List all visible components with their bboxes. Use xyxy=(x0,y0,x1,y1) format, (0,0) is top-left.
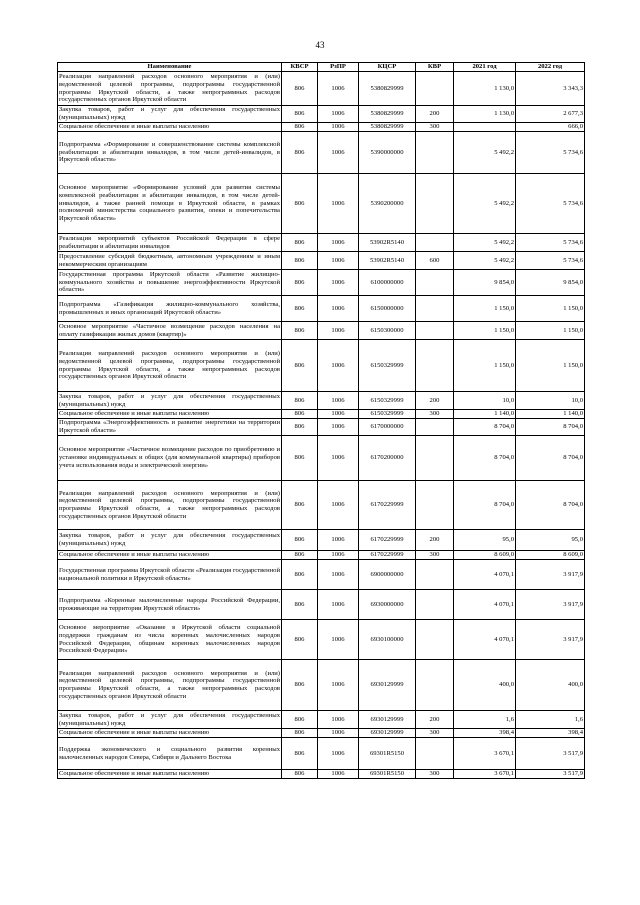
cell-2022: 10,0 xyxy=(516,392,585,410)
cell-name: Основное мероприятие «Формирование условий для развития системы комплексной реабилитации и абилитации инвалидов, в том числе детей-инвалидов, а также ранней помощи в Иркутской области, в рамках полномочий министерства социального развития, опеки и попечительства Иркутской области» xyxy=(58,174,282,234)
cell-2022: 95,0 xyxy=(516,530,585,551)
cell-kvr xyxy=(416,481,454,530)
cell-rzpr: 1006 xyxy=(318,711,359,729)
cell-2022: 3 517,9 xyxy=(516,770,585,779)
table-row xyxy=(58,123,585,132)
cell-2021: 10,0 xyxy=(454,392,516,410)
cell-2021: 1,6 xyxy=(454,711,516,729)
cell-rzpr: 1006 xyxy=(318,174,359,234)
cell-kvr xyxy=(416,590,454,620)
table-row xyxy=(58,711,585,729)
cell-name: Основное мероприятие «Частичное возмещение расходов населения на оплату газификации жилых домов (квартир)» xyxy=(59,322,280,338)
table-row xyxy=(58,174,585,234)
cell-rzpr: 1006 xyxy=(318,132,359,174)
cell-kvsr: 806 xyxy=(282,106,318,123)
cell-2022: 3 343,3 xyxy=(516,72,585,106)
cell-rzpr: 1006 xyxy=(318,419,359,436)
cell-2021: 5 492,2 xyxy=(454,174,516,234)
cell-kvr xyxy=(416,296,454,322)
cell-rzpr: 1006 xyxy=(318,392,359,410)
cell-kcsr: 6930129999 xyxy=(359,660,416,711)
cell-2021: 1 150,0 xyxy=(454,322,516,340)
cell-kcsr: 6150329999 xyxy=(359,392,416,410)
table-row xyxy=(58,322,585,340)
table-header-row xyxy=(58,63,585,72)
cell-rzpr: 1006 xyxy=(318,234,359,252)
cell-2022: 8 704,0 xyxy=(516,481,585,530)
cell-kcsr: 6170000000 xyxy=(359,419,416,436)
cell-name: Подпрограмма «Коренные малочисленные народы Российской Федерации, проживающие на территории Иркутской области» xyxy=(58,590,282,620)
cell-kvsr: 806 xyxy=(282,436,318,481)
cell-2022: 9 854,0 xyxy=(516,270,585,296)
cell-name: Закупка товаров, работ и услуг для обеспечения государственных (муниципальных) нужд xyxy=(58,530,282,551)
cell-rzpr: 1006 xyxy=(318,410,359,419)
table-row xyxy=(58,72,585,106)
cell-kvsr: 806 xyxy=(282,770,318,779)
cell-2021: 5 492,2 xyxy=(454,132,516,174)
header-kcsr: КЦСР xyxy=(359,63,416,72)
cell-kvsr: 806 xyxy=(282,322,318,340)
cell-2022: 666,0 xyxy=(516,123,585,132)
cell-kvsr: 806 xyxy=(282,72,318,106)
cell-2022: 5 734,6 xyxy=(516,132,585,174)
cell-rzpr: 1006 xyxy=(318,620,359,660)
cell-kvr: 300 xyxy=(416,729,454,738)
cell-kcsr: 5380829999 xyxy=(359,123,416,132)
cell-kvr: 300 xyxy=(416,123,454,132)
cell-kcsr: 6930129999 xyxy=(359,729,416,738)
cell-2021: 400,0 xyxy=(454,660,516,711)
cell-2021: 4 070,1 xyxy=(454,560,516,590)
cell-kvsr: 806 xyxy=(282,729,318,738)
cell-kvsr: 806 xyxy=(282,132,318,174)
cell-name: Подпрограмма «Формирование и совершенствование системы комплексной реабилитации и абилитации инвалидов, в том числе детей-инвалидов, в Иркутской области» xyxy=(58,132,282,174)
cell-2021: 9 854,0 xyxy=(454,270,516,296)
cell-rzpr: 1006 xyxy=(318,340,359,392)
cell-name: Закупка товаров, работ и услуг для обеспечения государственных (муниципальных) нужд xyxy=(59,711,280,727)
cell-name: Предоставление субсидий бюджетным, автономным учреждениям и иным некоммерческим организациям xyxy=(59,252,280,268)
cell-name: Государственная программа Иркутской области «Реализация государственной национальной политики в Иркутской области» xyxy=(58,560,282,590)
cell-2021: 8 704,0 xyxy=(454,436,516,481)
cell-2021: 8 704,0 xyxy=(454,481,516,530)
cell-name: Социальное обеспечение и иные выплаты населению xyxy=(58,770,282,779)
table-row xyxy=(58,770,585,779)
cell-2021: 8 704,0 xyxy=(454,419,516,436)
cell-2021: 3 670,1 xyxy=(454,738,516,770)
cell-kvr xyxy=(416,560,454,590)
table-row xyxy=(58,296,585,322)
cell-kvsr: 806 xyxy=(282,234,318,252)
table-row xyxy=(58,106,585,123)
cell-kvr: 200 xyxy=(416,530,454,551)
cell-name: Основное мероприятие «Частичное возмещение расходов по приобретению и установке индивидуальных и общих (для коммунальной квартиры) приборов учета использования воды и электрической энергии» xyxy=(58,436,282,481)
cell-kcsr: 5390000000 xyxy=(359,132,416,174)
table-row xyxy=(58,419,585,436)
cell-kvsr: 806 xyxy=(282,174,318,234)
cell-rzpr: 1006 xyxy=(318,729,359,738)
cell-2022: 8 704,0 xyxy=(516,419,585,436)
cell-2022: 1 150,0 xyxy=(516,296,585,322)
cell-name: Закупка товаров, работ и услуг для обеспечения государственных (муниципальных) нужд xyxy=(59,392,280,408)
table-body xyxy=(58,72,585,779)
header-rzpr: РзПР xyxy=(318,63,359,72)
cell-name: Социальное обеспечение и иные выплаты населению xyxy=(58,729,282,738)
cell-2021: 398,4 xyxy=(454,729,516,738)
cell-rzpr: 1006 xyxy=(318,252,359,270)
cell-2021 xyxy=(454,123,516,132)
cell-2021: 4 070,1 xyxy=(454,590,516,620)
table-row xyxy=(58,738,585,770)
cell-kvr xyxy=(416,738,454,770)
cell-2022: 8 704,0 xyxy=(516,436,585,481)
cell-kcsr: 6150329999 xyxy=(359,340,416,392)
cell-rzpr: 1006 xyxy=(318,738,359,770)
cell-2022: 2 677,3 xyxy=(516,106,585,123)
cell-rzpr: 1006 xyxy=(318,106,359,123)
cell-rzpr: 1006 xyxy=(318,481,359,530)
cell-kcsr: 6930000000 xyxy=(359,590,416,620)
cell-kcsr: 6170229999 xyxy=(359,551,416,560)
cell-2022: 1 150,0 xyxy=(516,322,585,340)
cell-kcsr: 6930129999 xyxy=(359,711,416,729)
cell-kvsr: 806 xyxy=(282,711,318,729)
cell-kvr xyxy=(416,270,454,296)
table-row xyxy=(58,234,585,252)
cell-kcsr: 5380829999 xyxy=(359,72,416,106)
cell-2021: 8 609,0 xyxy=(454,551,516,560)
cell-kcsr: 6170229999 xyxy=(359,481,416,530)
cell-kcsr: 6100000000 xyxy=(359,270,416,296)
cell-kvr: 200 xyxy=(416,106,454,123)
cell-name: Реализация направлений расходов основного мероприятия и (или) ведомственной целевой программы, подпрограммы государственной программы Иркутской области, а также непрограммных расходов государственных органов Иркутской области xyxy=(58,660,282,711)
cell-kvsr: 806 xyxy=(282,481,318,530)
cell-kcsr: 6170200000 xyxy=(359,436,416,481)
cell-kcsr: 6930100000 xyxy=(359,620,416,660)
page-number: 43 xyxy=(315,40,325,50)
cell-kvsr: 806 xyxy=(282,620,318,660)
cell-kvsr: 806 xyxy=(282,419,318,436)
table-row xyxy=(58,392,585,410)
cell-kcsr: 6170229999 xyxy=(359,530,416,551)
cell-kvsr: 806 xyxy=(282,340,318,392)
cell-rzpr: 1006 xyxy=(318,123,359,132)
table-row xyxy=(58,590,585,620)
cell-kvr: 200 xyxy=(416,392,454,410)
cell-kcsr: 53902R5140 xyxy=(359,252,416,270)
cell-2021: 4 070,1 xyxy=(454,620,516,660)
cell-name: Реализация мероприятий субъектов Российской Федерации в сфере реабилитации и абилитации инвалидов xyxy=(59,234,280,250)
cell-kcsr: 6150300000 xyxy=(359,322,416,340)
cell-kvr xyxy=(416,174,454,234)
cell-kvsr: 806 xyxy=(282,392,318,410)
cell-rzpr: 1006 xyxy=(318,590,359,620)
cell-kvr xyxy=(416,620,454,660)
cell-kvr xyxy=(416,72,454,106)
cell-kcsr: 6150000000 xyxy=(359,296,416,322)
table-row xyxy=(58,551,585,560)
table-row xyxy=(58,410,585,419)
cell-2021: 1 150,0 xyxy=(454,296,516,322)
cell-kvr xyxy=(416,419,454,436)
table-row xyxy=(58,620,585,660)
cell-kvsr: 806 xyxy=(282,590,318,620)
cell-kcsr: 5380829999 xyxy=(359,106,416,123)
cell-rzpr: 1006 xyxy=(318,322,359,340)
cell-kvsr: 806 xyxy=(282,252,318,270)
table-row xyxy=(58,660,585,711)
cell-2021: 1 130,0 xyxy=(454,106,516,123)
cell-kvr xyxy=(416,436,454,481)
table-row xyxy=(58,560,585,590)
cell-rzpr: 1006 xyxy=(318,72,359,106)
table-row xyxy=(58,132,585,174)
cell-rzpr: 1006 xyxy=(318,530,359,551)
cell-rzpr: 1006 xyxy=(318,560,359,590)
cell-name: Закупка товаров, работ и услуг для обеспечения государственных (муниципальных) нужд xyxy=(59,106,280,121)
cell-kvsr: 806 xyxy=(282,123,318,132)
cell-name: Реализация направлений расходов основного мероприятия и (или) ведомственной целевой программы, подпрограммы государственной программы Иркутской области, а также непрограммных расходов государственных органов Иркутской области xyxy=(58,340,282,392)
header-2021: 2021 год xyxy=(454,63,516,72)
cell-2021: 3 670,1 xyxy=(454,770,516,779)
cell-2022: 8 609,0 xyxy=(516,551,585,560)
header-name: Наименование xyxy=(58,63,282,72)
cell-name: Социальное обеспечение и иные выплаты населению xyxy=(58,123,282,132)
cell-kvsr: 806 xyxy=(282,410,318,419)
cell-kvr xyxy=(416,660,454,711)
cell-2022: 5 734,6 xyxy=(516,174,585,234)
cell-rzpr: 1006 xyxy=(318,770,359,779)
table-row xyxy=(58,530,585,551)
header-kvsr: КВСР xyxy=(282,63,318,72)
cell-kvr xyxy=(416,234,454,252)
cell-rzpr: 1006 xyxy=(318,660,359,711)
table-row xyxy=(58,729,585,738)
cell-kvr xyxy=(416,132,454,174)
cell-name: Социальное обеспечение и иные выплаты населению xyxy=(58,410,282,419)
cell-name: Реализация направлений расходов основного мероприятия и (или) ведомственной целевой программы, подпрограммы государственной программы Иркутской области, а также непрограммных расходов государственных органов Иркутской области xyxy=(58,72,282,106)
cell-name: Подпрограмма «Газификация жилищно-коммунального хозяйства, промышленных и иных организаций Иркутской области» xyxy=(58,296,282,322)
cell-kcsr: 69301R5150 xyxy=(359,738,416,770)
cell-2021: 1 130,0 xyxy=(454,72,516,106)
cell-2022: 1 150,0 xyxy=(516,340,585,392)
table-row xyxy=(58,340,585,392)
cell-kvsr: 806 xyxy=(282,660,318,711)
cell-rzpr: 1006 xyxy=(318,270,359,296)
cell-rzpr: 1006 xyxy=(318,436,359,481)
cell-name: Поддержка экономического и социального развития коренных малочисленных народов Севера, Сибири и Дальнего Востока xyxy=(58,738,282,770)
cell-kvr: 300 xyxy=(416,410,454,419)
cell-kvr xyxy=(416,322,454,340)
cell-kvr: 300 xyxy=(416,770,454,779)
cell-name: Социальное обеспечение и иные выплаты населению xyxy=(58,551,282,560)
cell-2022: 3 917,9 xyxy=(516,560,585,590)
cell-name: Основное мероприятие «Оказание в Иркутской области социальной поддержки гражданам из числа коренных малочисленных народов Российской Федерации, общинам коренных малочисленных народов Российской Федерации» xyxy=(58,620,282,660)
cell-kvsr: 806 xyxy=(282,270,318,296)
cell-2022: 400,0 xyxy=(516,660,585,711)
cell-2021: 95,0 xyxy=(454,530,516,551)
budget-table xyxy=(57,62,585,779)
cell-kvsr: 806 xyxy=(282,551,318,560)
cell-2021: 5 492,2 xyxy=(454,234,516,252)
cell-2022: 5 734,6 xyxy=(516,234,585,252)
cell-2021: 1 150,0 xyxy=(454,340,516,392)
cell-2022: 1,6 xyxy=(516,711,585,729)
cell-kcsr: 6900000000 xyxy=(359,560,416,590)
cell-kcsr: 69301R5150 xyxy=(359,770,416,779)
cell-2022: 1 140,0 xyxy=(516,410,585,419)
cell-rzpr: 1006 xyxy=(318,296,359,322)
cell-2022: 3 917,9 xyxy=(516,590,585,620)
cell-2022: 398,4 xyxy=(516,729,585,738)
cell-kvr xyxy=(416,340,454,392)
cell-name: Государственная программа Иркутской области «Развитие жилищно-коммунального хозяйства и повышение энергоэффективности Иркутской области» xyxy=(58,270,282,296)
header-2022: 2022 год xyxy=(516,63,585,72)
cell-2021: 1 140,0 xyxy=(454,410,516,419)
cell-kcsr: 6150329999 xyxy=(359,410,416,419)
cell-kcsr: 5390200000 xyxy=(359,174,416,234)
cell-kvr: 600 xyxy=(416,252,454,270)
cell-kvsr: 806 xyxy=(282,738,318,770)
cell-2022: 3 917,9 xyxy=(516,620,585,660)
cell-kvsr: 806 xyxy=(282,296,318,322)
table-row xyxy=(58,481,585,530)
table-row xyxy=(58,252,585,270)
cell-kvsr: 806 xyxy=(282,530,318,551)
cell-kcsr: 53902R5140 xyxy=(359,234,416,252)
cell-name: Реализация направлений расходов основного мероприятия и (или) ведомственной целевой программы, подпрограммы государственной программы Иркутской области, а также непрограммных расходов государственных органов Иркутской области xyxy=(58,481,282,530)
cell-kvr: 200 xyxy=(416,711,454,729)
table-row xyxy=(58,270,585,296)
table-row xyxy=(58,436,585,481)
cell-name: Подпрограмма «Энергоэффективность и развитие энергетики на территории Иркутской области» xyxy=(59,419,280,434)
cell-kvsr: 806 xyxy=(282,560,318,590)
cell-rzpr: 1006 xyxy=(318,551,359,560)
cell-kvr: 300 xyxy=(416,551,454,560)
cell-2022: 3 517,9 xyxy=(516,738,585,770)
cell-2021: 5 492,2 xyxy=(454,252,516,270)
header-kvr: КВР xyxy=(416,63,454,72)
cell-2022: 5 734,6 xyxy=(516,252,585,270)
